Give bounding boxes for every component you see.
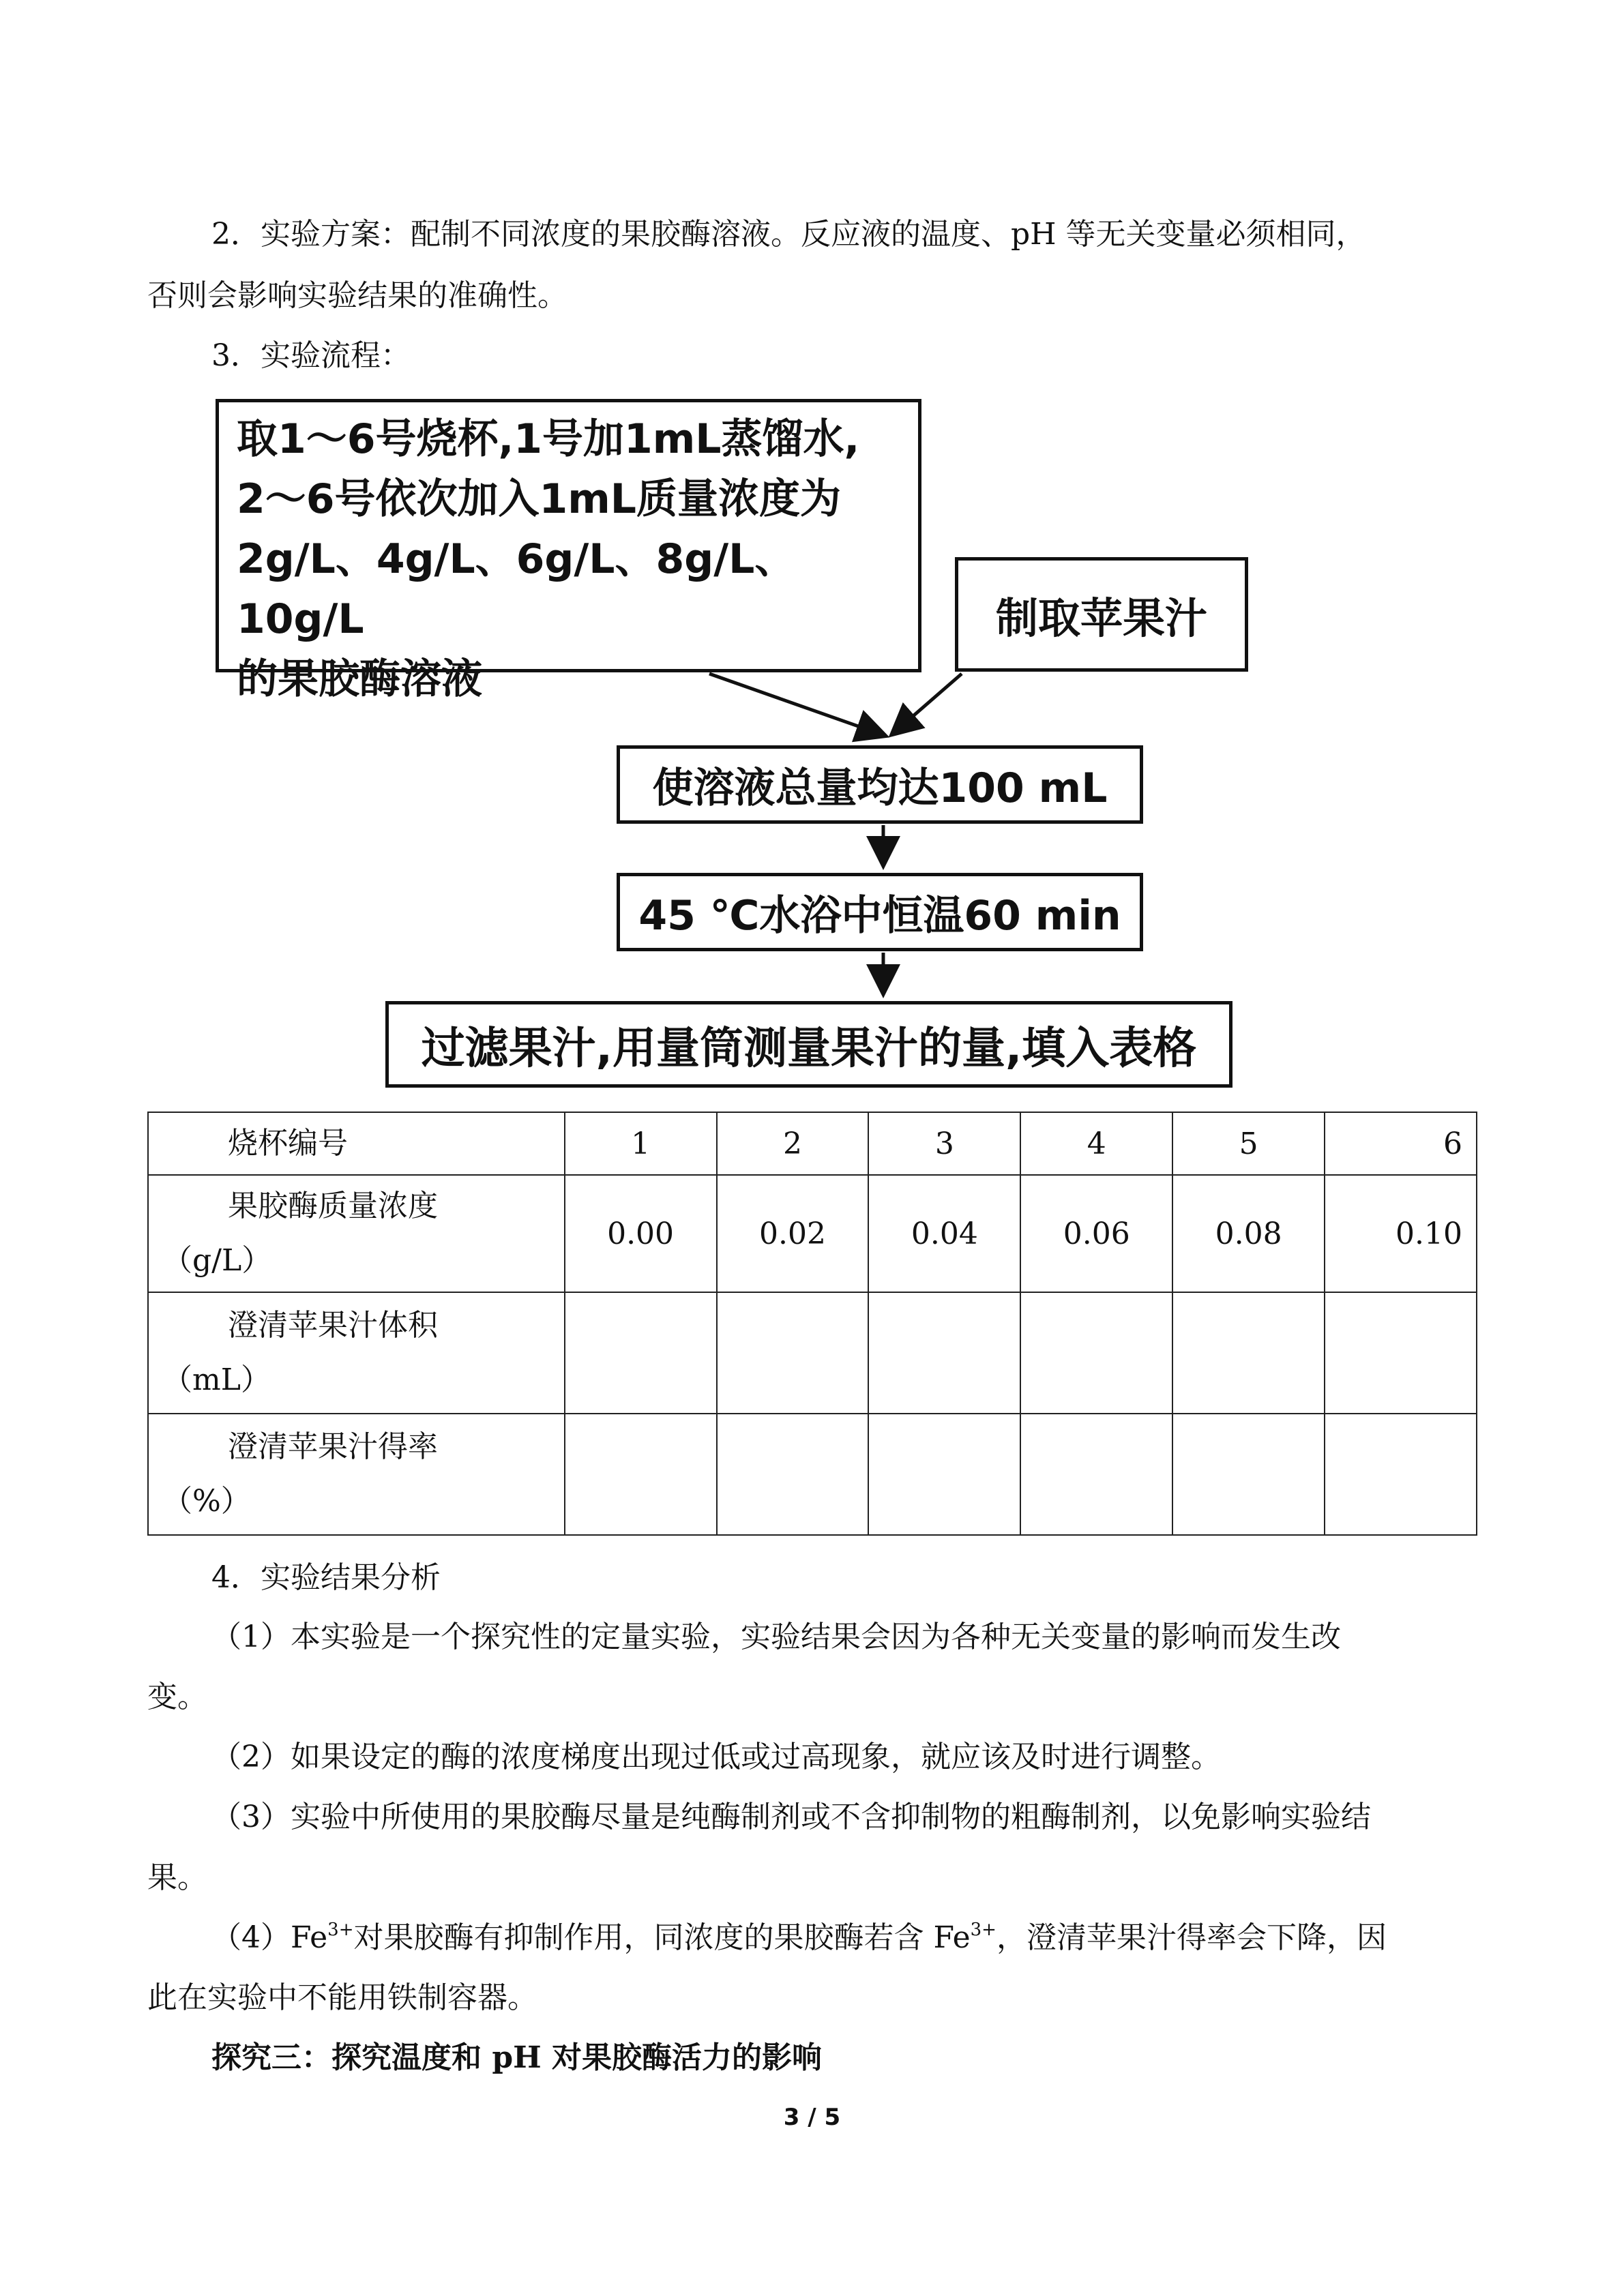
prep-line-2: 2～6号依次加入1mL质量浓度为 <box>237 475 841 523</box>
p4-text-b: 对果胶酶有抑制作用，同浓度的果胶酶若含 Fe <box>353 1920 971 1955</box>
table-cell <box>1172 1414 1325 1535</box>
table-row <box>148 1112 1477 1175</box>
table-row-unit: （%） <box>162 1484 251 1519</box>
table-cell <box>565 1414 717 1535</box>
table-col-header: 6 <box>1325 1112 1477 1175</box>
table-cell: 0.08 <box>1172 1175 1325 1292</box>
table-cell: 0.04 <box>868 1175 1020 1292</box>
section4-p1-line2: 变。 <box>147 1680 207 1714</box>
table-cell <box>565 1292 717 1414</box>
prep-line-4: 的果胶酶溶液 <box>237 655 482 703</box>
section5-heading: 探究三：探究温度和 pH 对果胶酶活力的影响 <box>211 2040 822 2075</box>
flow-arrows <box>0 0 1624 1105</box>
p4-superscript-2: 3+ <box>970 1920 996 1940</box>
table-col-header: 2 <box>717 1112 869 1175</box>
table-cell <box>1020 1292 1172 1414</box>
section2-line2: 否则会影响实验结果的准确性。 <box>147 278 567 313</box>
table-row-label-cell <box>148 1175 565 1292</box>
section4-p4-line1 <box>211 1908 1541 1968</box>
arrow-prep-to-total <box>709 674 883 735</box>
total-volume-label: 使溶液总量均达100 mL <box>652 764 1108 812</box>
table-cell <box>1172 1292 1325 1414</box>
table-col-header: 4 <box>1020 1112 1172 1175</box>
table-cell <box>717 1414 869 1535</box>
table-col-header: 5 <box>1172 1112 1325 1175</box>
table-cell: 0.06 <box>1020 1175 1172 1292</box>
table-header-label-cell <box>148 1112 565 1175</box>
table-cell <box>868 1414 1020 1535</box>
page-number: 3 / 5 <box>783 2104 841 2131</box>
juice-label: 制取苹果汁 <box>995 593 1207 643</box>
p4-text-a: （4）Fe <box>211 1920 328 1955</box>
section3-heading: 3．实验流程： <box>211 338 411 373</box>
section4-p3-line2: 果。 <box>147 1860 207 1895</box>
table-cell: 0.02 <box>717 1175 869 1292</box>
table-row-unit: （mL） <box>162 1362 271 1397</box>
table-col-header: 1 <box>565 1112 717 1175</box>
table-row-label-cell <box>148 1414 565 1535</box>
p4-superscript-1: 3+ <box>327 1920 354 1940</box>
filter-label: 过滤果汁,用量筒测量果汁的量,填入表格 <box>421 1023 1197 1074</box>
water-bath-label: 45 ℃水浴中恒温60 min <box>638 891 1121 940</box>
table-header-label: 烧杯编号 <box>228 1126 348 1161</box>
table-cell: 0.10 <box>1325 1175 1477 1292</box>
table-cell <box>717 1292 869 1414</box>
table-cell <box>1325 1414 1477 1535</box>
section4-p4-line2: 此在实验中不能用铁制容器。 <box>147 1980 537 2015</box>
enzyme-data-table <box>147 1112 1477 1536</box>
table-row-label: 果胶酶质量浓度 <box>228 1189 438 1223</box>
table-row <box>148 1175 1477 1292</box>
table-cell <box>868 1292 1020 1414</box>
table-row <box>148 1414 1477 1535</box>
section2-line1: 2．实验方案：配制不同浓度的果胶酶溶液。反应液的温度、pH 等无关变量必须相同， <box>211 217 1366 252</box>
table-cell <box>1020 1414 1172 1535</box>
table-row-label-cell <box>148 1292 565 1414</box>
arrow-juice-to-total <box>894 674 962 733</box>
section4-p2: （2）如果设定的酶的浓度梯度出现过低或过高现象，就应该及时进行调整。 <box>211 1740 1221 1774</box>
table-col-header: 3 <box>868 1112 1020 1175</box>
prep-line-3: 2g/L、4g/L、6g/L、8g/L、10g/L <box>237 535 796 643</box>
section4-p1-line1: （1）本实验是一个探究性的定量实验，实验结果会因为各种无关变量的影响而发生改 <box>211 1620 1341 1654</box>
table-cell: 0.00 <box>565 1175 717 1292</box>
table-row-label: 澄清苹果汁得率 <box>228 1429 438 1464</box>
section4-p3-line1: （3）实验中所使用的果胶酶尽量是纯酶制剂或不含抑制物的粗酶制剂，以免影响实验结 <box>211 1800 1371 1834</box>
section4-heading: 4．实验结果分析 <box>211 1560 441 1595</box>
prep-line-1: 取1～6号烧杯,1号加1mL蒸馏水, <box>237 415 860 463</box>
table-row-label: 澄清苹果汁体积 <box>228 1308 438 1343</box>
table-row-unit: （g/L） <box>162 1243 272 1278</box>
p4-text-c: ，澄清苹果汁得率会下降，因 <box>996 1920 1387 1955</box>
table-row <box>148 1292 1477 1414</box>
table-cell <box>1325 1292 1477 1414</box>
